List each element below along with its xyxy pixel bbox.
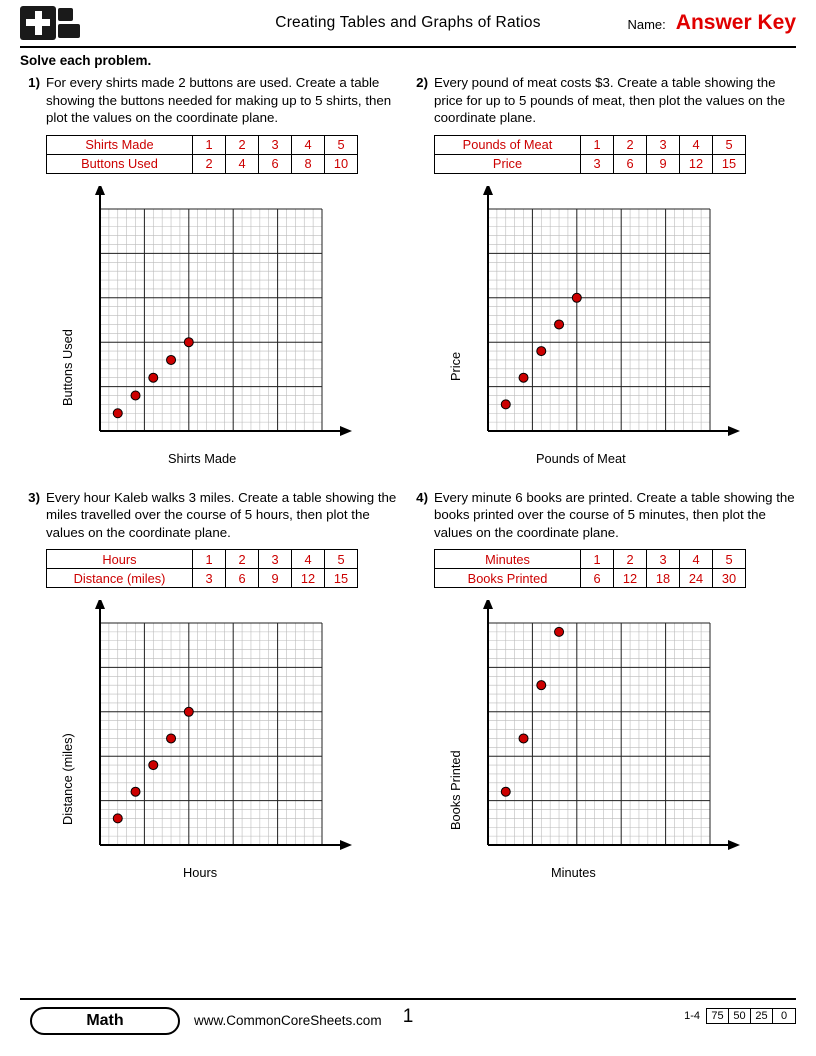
- table-row: [435, 550, 746, 569]
- x-axis-label: Pounds of Meat: [536, 450, 626, 466]
- table-cell: 4: [226, 154, 259, 173]
- table-cell: 5: [713, 135, 746, 154]
- table-cell: 15: [713, 154, 746, 173]
- x-axis-label: Minutes: [551, 865, 596, 881]
- graph-2: [408, 186, 788, 471]
- table-cell: 2: [226, 550, 259, 569]
- table-cell: 1: [581, 550, 614, 569]
- y-axis-label: Distance (miles): [60, 733, 75, 826]
- row-label: Pounds of Meat: [435, 135, 581, 154]
- table-cell: 6: [581, 569, 614, 588]
- table-cell: 18: [647, 569, 680, 588]
- row-label: Price: [435, 154, 581, 173]
- table-cell: 2: [193, 154, 226, 173]
- table-cell: 3: [193, 569, 226, 588]
- table-cell: 5: [713, 550, 746, 569]
- y-axis-label: Books Printed: [448, 750, 463, 831]
- problem-number: 3): [28, 489, 40, 505]
- table-cell: 3: [581, 154, 614, 173]
- row-label: Books Printed: [435, 569, 581, 588]
- problem-text: Every hour Kaleb walks 3 miles. Create a table showing the miles travelled over the course of 5 hours, then plot the values on the coordinate plane.: [46, 489, 397, 540]
- page-number: 1: [402, 1006, 414, 1027]
- name-label: Name:: [627, 17, 666, 32]
- coordinate-plane: [20, 186, 360, 471]
- table-cell: 3: [647, 135, 680, 154]
- table-cell: 8: [292, 154, 325, 173]
- table-row: [47, 154, 358, 173]
- problem-text: Every pound of meat costs $3. Create a table showing the price for up to 5 pounds of meat, then plot the values on the coordinate plane.: [434, 75, 786, 126]
- y-axis-label: Price: [448, 351, 463, 381]
- graph-1: [20, 186, 400, 471]
- table-cell: 12: [680, 154, 713, 173]
- table-row: [435, 154, 746, 173]
- problem-number: 2): [416, 75, 428, 90]
- instructions: Solve each problem.: [20, 53, 152, 68]
- table-cell: 2: [614, 550, 647, 569]
- table-cell: 4: [680, 135, 713, 154]
- row-label: Distance (miles): [47, 569, 193, 588]
- row-label: Buttons Used: [47, 154, 193, 173]
- table-cell: 6: [259, 154, 292, 173]
- problem-text: For every shirts made 2 buttons are used. Create a table showing the buttons needed for making up to 5 shirts, then plot the values on the coordinate plane.: [46, 75, 392, 126]
- score-cell: 25: [751, 1009, 773, 1023]
- x-axis-label: Hours: [183, 865, 218, 881]
- table-cell: 30: [713, 569, 746, 588]
- name-area: [627, 11, 796, 35]
- score-cell: 50: [729, 1009, 751, 1023]
- table-cell: 4: [292, 135, 325, 154]
- table-cell: 15: [325, 569, 358, 588]
- subject-badge: Math: [30, 1007, 180, 1035]
- graph-4: [408, 600, 788, 885]
- table-cell: 12: [292, 569, 325, 588]
- y-axis-label: Buttons Used: [60, 328, 75, 406]
- row-label: Minutes: [435, 550, 581, 569]
- problem-text: Every minute 6 books are printed. Create a table showing the books printed over the course of 5 minutes, then plot the values on the coordinate plane.: [434, 489, 795, 540]
- table-cell: 2: [614, 135, 647, 154]
- table-row: [47, 550, 358, 569]
- ratio-table: [434, 549, 746, 588]
- row-label: Shirts Made: [47, 135, 193, 154]
- table-cell: 5: [325, 135, 358, 154]
- table-cell: 6: [614, 154, 647, 173]
- table-cell: 3: [259, 550, 292, 569]
- score-scale: [684, 1008, 796, 1024]
- ratio-table: [46, 135, 358, 174]
- table-row: [47, 135, 358, 154]
- table-cell: 10: [325, 154, 358, 173]
- table-cell: 6: [226, 569, 259, 588]
- problem-1: [20, 74, 408, 471]
- score-cell: 0: [780, 1010, 788, 1022]
- table-cell: 1: [193, 550, 226, 569]
- problem-number: 4): [416, 489, 428, 505]
- problems-grid: [20, 74, 796, 885]
- table-cell: 4: [680, 550, 713, 569]
- row-label: Hours: [47, 550, 193, 569]
- table-cell: 9: [647, 154, 680, 173]
- table-cell: 1: [581, 135, 614, 154]
- question-range: 1-4: [684, 1010, 700, 1022]
- table-cell: 5: [325, 550, 358, 569]
- problem-4: [408, 489, 796, 886]
- table-cell: 4: [292, 550, 325, 569]
- problem-3: [20, 489, 408, 886]
- table-cell: 12: [614, 569, 647, 588]
- ratio-table: [46, 549, 358, 588]
- score-cell: 75: [707, 1009, 729, 1023]
- footer-divider: [20, 998, 796, 1000]
- x-axis-label: Shirts Made: [168, 450, 237, 466]
- page-footer: [20, 998, 796, 1042]
- table-cell: 9: [259, 569, 292, 588]
- coordinate-plane: [408, 186, 748, 471]
- page-header: [20, 0, 796, 48]
- table-row: [435, 135, 746, 154]
- problem-2: [408, 74, 796, 471]
- site-url: www.CommonCoreSheets.com: [194, 1013, 382, 1028]
- table-cell: 24: [680, 569, 713, 588]
- table-row: [435, 569, 746, 588]
- table-row: [47, 569, 358, 588]
- ratio-table: [434, 135, 746, 174]
- answer-key-badge: Answer Key: [675, 11, 796, 34]
- table-cell: 3: [647, 550, 680, 569]
- table-cell: 1: [193, 135, 226, 154]
- table-cell: 2: [226, 135, 259, 154]
- problem-number: 1): [28, 75, 40, 90]
- graph-3: [20, 600, 400, 885]
- coordinate-plane: [408, 600, 748, 885]
- table-cell: 3: [259, 135, 292, 154]
- page-title: Creating Tables and Graphs of Ratios: [275, 14, 541, 31]
